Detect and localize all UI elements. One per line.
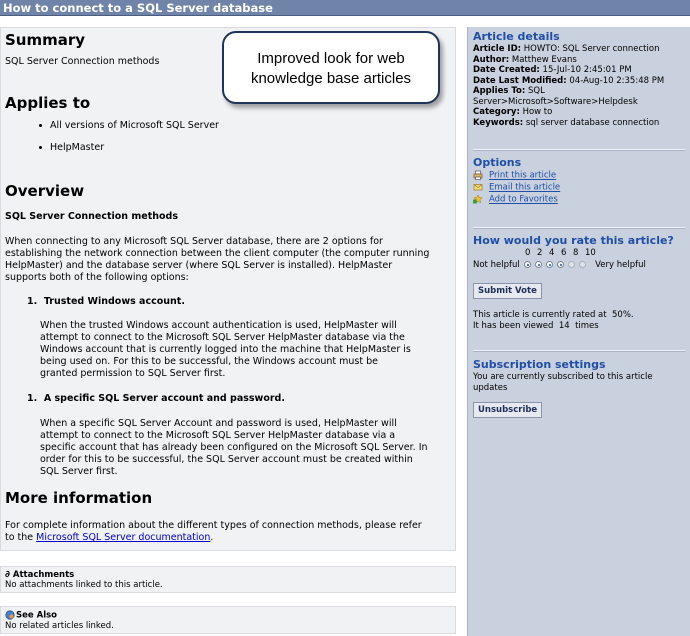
envelope-icon <box>473 182 483 192</box>
applies-item: HelpMaster <box>39 142 104 153</box>
overview-heading: Overview <box>5 182 85 200</box>
rating-row <box>473 260 646 271</box>
callout-line-2: knowledge base articles <box>250 70 412 87</box>
rating-radio[interactable] <box>524 261 531 268</box>
page-title: How to connect to a SQL Server database <box>0 0 690 16</box>
sql-docs-link[interactable]: Microsoft SQL Server documentation <box>36 532 211 543</box>
rating-radio[interactable] <box>557 261 564 268</box>
print-link[interactable]: Print this article <box>489 170 557 181</box>
rating-radio[interactable] <box>568 261 575 268</box>
rating-heading: How would you rate this article? <box>473 234 674 247</box>
summary-text: SQL Server Connection methods <box>5 56 160 67</box>
callout-note <box>222 31 440 104</box>
not-helpful-label: Not helpful <box>473 260 520 270</box>
article-body <box>0 27 456 551</box>
globe-person-icon <box>5 610 15 620</box>
applies-heading: Applies to <box>5 94 91 112</box>
favorites-link[interactable]: Add to Favorites <box>489 194 558 205</box>
option-1-text: When the trusted Windows account authentication is used, HelpMaster will attempt to connect to the Microsoft SQL Server HelpMaster database via the Windows account that is currently logged into the machine that HelpMaster is being used on. For this to be successful, the Windows account must be granted permission to SQL Server first. <box>40 320 411 379</box>
attachments-heading: ∂ Attachments <box>5 570 75 580</box>
rating-scale: 0 2 4 6 8 10 <box>525 248 596 258</box>
rating-radio[interactable] <box>546 261 553 268</box>
subscription-heading: Subscription settings <box>473 358 606 371</box>
unsubscribe-button[interactable]: Unsubscribe <box>473 402 542 418</box>
rating-radio[interactable] <box>535 261 542 268</box>
option-2-text: When a specific SQL Server Account and password is used, HelpMaster will attempt to connect to the Microsoft SQL Server HelpMaster database via a specific account that has already been configured on the Microsoft SQL Server. In order for this to be successful, the SQL Server account must be created within SQL Server first. <box>40 418 428 477</box>
options-list <box>473 170 560 206</box>
article-details: Article ID: HOWTO: SQL Server connection Author: Matthew Evans Date Created: 15-Jul-10 2:45:01 PM Date Last Modified: 04-Aug-10 2:35:48 PM Applies To: SQL Server>Microsoft>Software>Helpdesk Category: How to Keywords: sql server database connection <box>473 44 665 128</box>
more-info-heading: More information <box>5 489 153 507</box>
see-also-box <box>0 606 456 634</box>
submit-vote-button[interactable]: Submit Vote <box>473 283 542 299</box>
callout-line-1: Improved look for web <box>257 50 405 67</box>
very-helpful-label: Very helpful <box>595 260 646 270</box>
divider <box>473 350 685 352</box>
divider <box>473 227 685 229</box>
attachments-box <box>0 566 456 593</box>
options-heading: Options <box>473 156 522 169</box>
summary-heading: Summary <box>5 31 86 49</box>
overview-subheading: SQL Server Connection methods <box>5 211 178 222</box>
favorites-option[interactable] <box>473 194 560 206</box>
rating-radio[interactable] <box>579 261 586 268</box>
article-details-heading: Article details <box>473 30 560 43</box>
printer-icon <box>473 170 483 180</box>
see-also-text: No related articles linked. <box>5 620 114 631</box>
email-link[interactable]: Email this article <box>489 182 561 193</box>
email-option[interactable] <box>473 182 560 194</box>
see-also-heading: See Also <box>5 610 451 621</box>
rating-status: This article is currently rated at 50%. It has been viewed 14 times <box>473 310 634 331</box>
subscription-text: You are currently subscribed to this article updates <box>473 372 653 393</box>
add-favorite-icon <box>473 194 483 204</box>
sidebar <box>467 27 690 636</box>
option-1-title: 1. Trusted Windows account. <box>27 296 185 307</box>
print-option[interactable] <box>473 170 560 182</box>
attachments-text: No attachments linked to this article. <box>5 580 163 590</box>
paperclip-icon: ∂ <box>5 570 10 580</box>
applies-item: All versions of Microsoft SQL Server <box>39 120 219 131</box>
option-2-title: 1. A specific SQL Server account and password. <box>27 393 285 404</box>
rating-radios <box>522 260 588 270</box>
more-info-text: For complete information about the different types of connection methods, please refer to the Microsoft SQL Server documentation. <box>5 520 422 543</box>
divider <box>473 149 685 151</box>
overview-intro: When connecting to any Microsoft SQL Server database, there are 2 options for establishing the network connection between the client computer (the computer running HelpMaster) and the database server (where SQL Server is installed). HelpMaster supports both of the following options: <box>5 236 430 283</box>
